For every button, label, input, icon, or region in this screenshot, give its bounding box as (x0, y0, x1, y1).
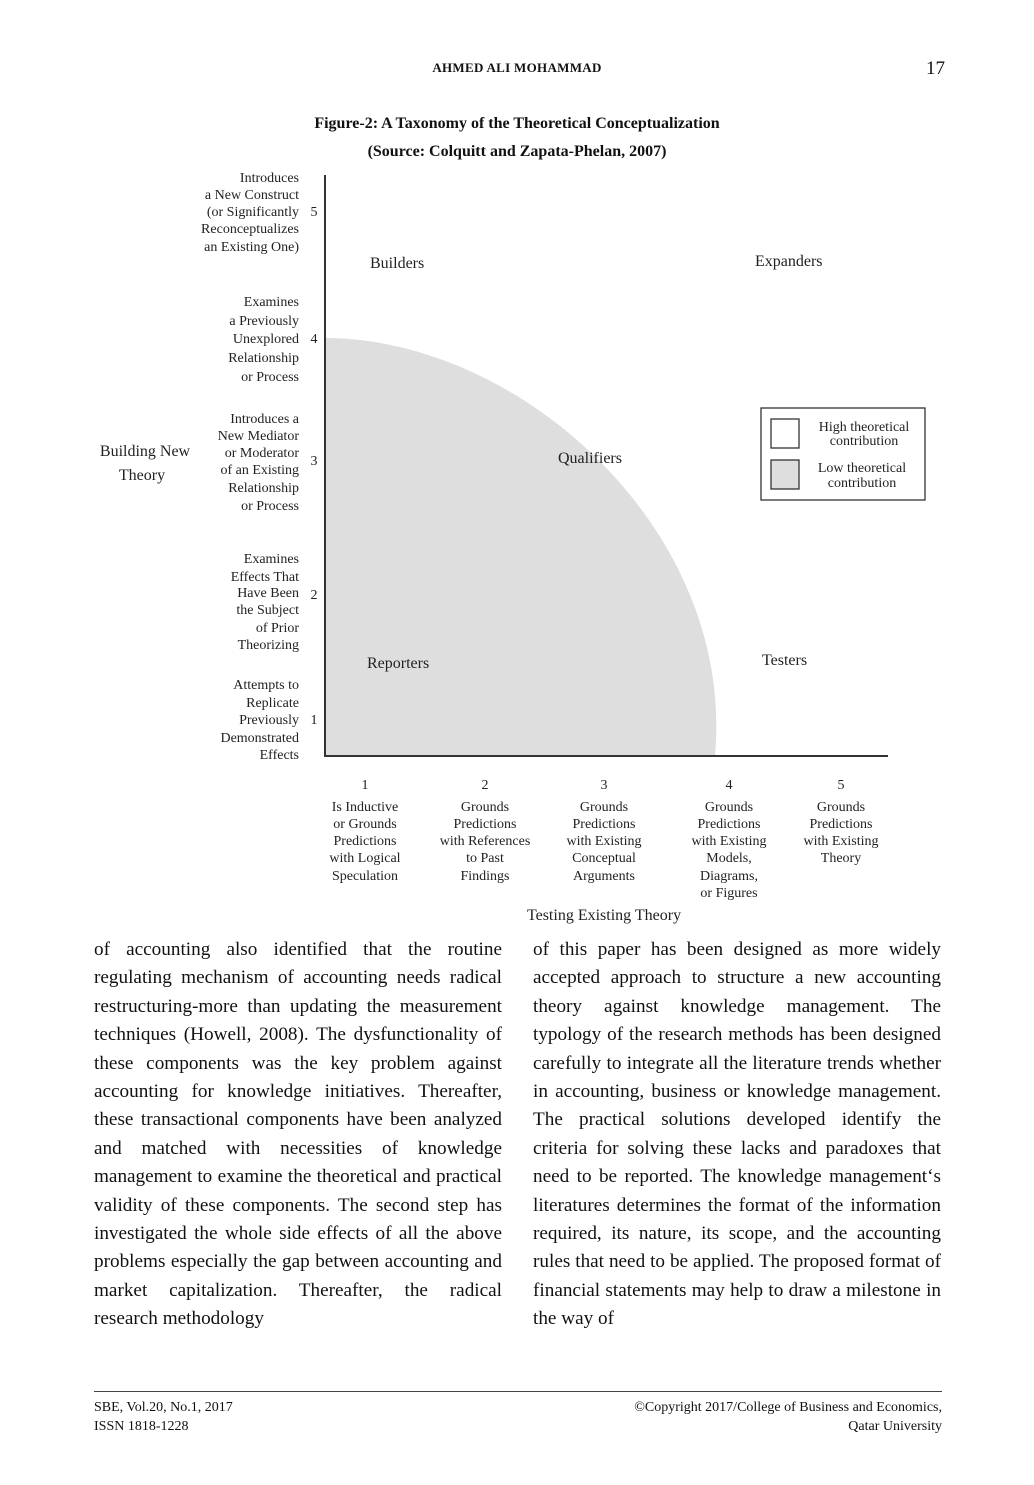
y-level-4-line-5: or Process (241, 370, 299, 385)
x-level-5 (803, 778, 878, 866)
y-level-3 (218, 412, 318, 514)
x-level-2-line-3: with References (439, 834, 531, 849)
x-level-5-line-1: Grounds (816, 800, 866, 815)
x-level-5-line-4: Theory (820, 851, 862, 866)
x-level-1-line-5: Speculation (331, 869, 399, 884)
x-level-1-line-4: with Logical (329, 851, 401, 866)
x-level-4-line-1: Grounds (704, 800, 754, 815)
x-level-3-number: 3 (600, 778, 608, 793)
x-level-3-line-2: Predictions (572, 817, 636, 832)
legend-high-line-1: High theoretical (818, 420, 910, 435)
x-level-3-line-1: Grounds (579, 800, 629, 815)
figure-title-line-1: Figure-2: A Taxonomy of the Theoretical Conceptualization (314, 115, 720, 132)
y-level-5-line-3: (or Significantly (206, 205, 299, 220)
y-level-2-line-5: of Prior (255, 621, 299, 636)
x-level-5-number: 5 (837, 778, 845, 793)
x-level-4-line-5: Diagrams, (700, 869, 758, 884)
y-level-5-line-4: Reconceptualizes (201, 222, 299, 237)
region-label-testers: Testers (762, 652, 808, 669)
y-level-1 (220, 678, 317, 763)
body-paragraph-left: of accounting also identified that the routine regulating mechanism of accounting needs radical restructuring-more than updating the measurement techniques (Howell, 2008). The dysfunctionality of these components was the key problem against accounting for knowledge initiatives. Thereafter, these transactional components have been analyzed and matched with necessities of knowledge management to examine the theoretical and practical validity of these components. The second step has investigated the whole side effects of all the above problems especially the gap between accounting and market capitalization. Thereafter, the radical research methodology (94, 939, 502, 1330)
y-level-5-number: 5 (310, 205, 318, 220)
x-level-2-line-5: Findings (460, 869, 510, 884)
x-level-2-line-2: Predictions (453, 817, 517, 832)
x-level-3-line-5: Arguments (573, 869, 635, 884)
x-level-1-line-2: or Grounds (333, 817, 397, 832)
legend-low-line-1: Low theoretical (817, 461, 907, 476)
x-level-3-line-3: with Existing (566, 834, 642, 849)
legend-swatch-low (771, 460, 799, 489)
x-level-4-line-3: with Existing (691, 834, 767, 849)
region-label-reporters: Reporters (367, 655, 430, 672)
y-level-3-line-5: Relationship (228, 481, 299, 496)
x-level-2 (440, 778, 531, 884)
legend (761, 408, 925, 500)
region-label-builders: Builders (370, 255, 425, 272)
footer-issn: ISSN 1818-1228 (94, 1419, 189, 1434)
y-level-2-line-6: Theorizing (237, 638, 299, 653)
region-label-qualifiers: Qualifiers (558, 450, 622, 467)
page-number: 17 (926, 58, 945, 79)
y-level-1-line-3: Previously (239, 713, 299, 728)
x-level-1-number: 1 (361, 778, 369, 793)
x-level-4 (691, 778, 766, 901)
x-level-5-line-3: with Existing (803, 834, 879, 849)
y-level-2-line-4: the Subject (236, 603, 299, 618)
y-level-2-line-2: Effects That (230, 570, 299, 585)
y-level-2-line-3: Have Been (237, 586, 299, 601)
x-level-4-line-2: Predictions (697, 817, 761, 832)
y-level-4-line-2: a Previously (229, 314, 299, 329)
footer-right (500, 1398, 942, 1436)
y-level-5 (201, 171, 317, 255)
region-label-expanders: Expanders (755, 253, 823, 270)
y-level-5-line-5: an Existing One) (204, 240, 299, 255)
y-level-3-line-2: New Mediator (217, 429, 299, 444)
y-level-2-line-1: Examines (243, 552, 299, 567)
y-level-4-line-3: Unexplored (232, 332, 299, 347)
y-level-1-line-4: Demonstrated (220, 731, 299, 746)
x-level-4-line-6: or Figures (700, 886, 758, 901)
x-level-3-line-4: Conceptual (572, 851, 636, 866)
y-axis-title-line-1: Building New (99, 443, 191, 460)
y-axis-title-line-2: Theory (118, 467, 166, 484)
x-level-4-number: 4 (725, 778, 733, 793)
y-level-2-number: 2 (310, 588, 318, 603)
x-level-2-line-1: Grounds (460, 800, 510, 815)
footer-copyright: ©Copyright 2017/College of Business and Economics, (634, 1400, 942, 1415)
legend-low-line-2: contribution (827, 476, 897, 491)
legend-high-line-2: contribution (829, 434, 899, 449)
x-level-5-line-2: Predictions (809, 817, 873, 832)
body-column-right (533, 936, 941, 1334)
y-level-1-line-1: Attempts to (233, 678, 299, 693)
y-level-3-line-3: or Moderator (224, 446, 299, 461)
y-level-3-line-1: Introduces a (230, 412, 299, 427)
y-level-1-number: 1 (310, 713, 318, 728)
y-level-5-line-2: a New Construct (204, 188, 299, 203)
x-level-2-line-4: to Past (466, 851, 504, 866)
y-level-5-line-1: Introduces (239, 171, 299, 186)
y-level-2 (231, 552, 318, 653)
footer-rule (94, 1391, 942, 1392)
x-level-3 (566, 778, 641, 884)
y-level-4 (228, 295, 317, 385)
y-level-1-line-2: Replicate (246, 696, 299, 711)
body-column-left (94, 936, 502, 1334)
body-paragraph-right: of this paper has been designed as more widely accepted approach to structure a new accounting theory against knowledge management. The typology of the research methods has been designed carefully to integrate all the literature trends whether in accounting, business or knowledge management. The practical solutions developed identify the criteria for solving these lacks and paradoxes that need to be reported. The knowledge management‘s literatures determines the format of the information required, its nature, its scope, and the accounting rules that need to be applied. The proposed format of financial statements may help to draw a milestone in the way of (533, 939, 941, 1330)
footer-journal: SBE, Vol.20, No.1, 2017 (94, 1400, 233, 1415)
footer-university: Qatar University (848, 1419, 942, 1434)
y-level-3-number: 3 (310, 454, 318, 469)
x-level-2-number: 2 (481, 778, 489, 793)
running-head: AHMED ALI MOHAMMAD (432, 60, 602, 75)
y-level-4-number: 4 (310, 332, 318, 347)
figure-source-line: (Source: Colquitt and Zapata-Phelan, 2007) (367, 143, 667, 160)
y-level-3-line-6: or Process (241, 499, 299, 514)
x-level-1 (329, 778, 400, 884)
y-level-4-line-4: Relationship (228, 351, 299, 366)
x-level-1-line-3: Predictions (333, 834, 397, 849)
y-level-4-line-1: Examines (243, 295, 299, 310)
y-level-1-line-5: Effects (259, 748, 299, 763)
x-axis-title: Testing Existing Theory (526, 907, 682, 924)
legend-swatch-high (771, 419, 799, 448)
taxonomy-figure (0, 160, 1034, 930)
footer-left (94, 1398, 233, 1436)
x-level-4-line-4: Models, (706, 851, 752, 866)
low-contribution-region (325, 338, 716, 755)
x-level-1-line-1: Is Inductive (331, 800, 399, 815)
y-level-3-line-4: of an Existing (220, 463, 299, 478)
figure-title (0, 110, 1034, 166)
